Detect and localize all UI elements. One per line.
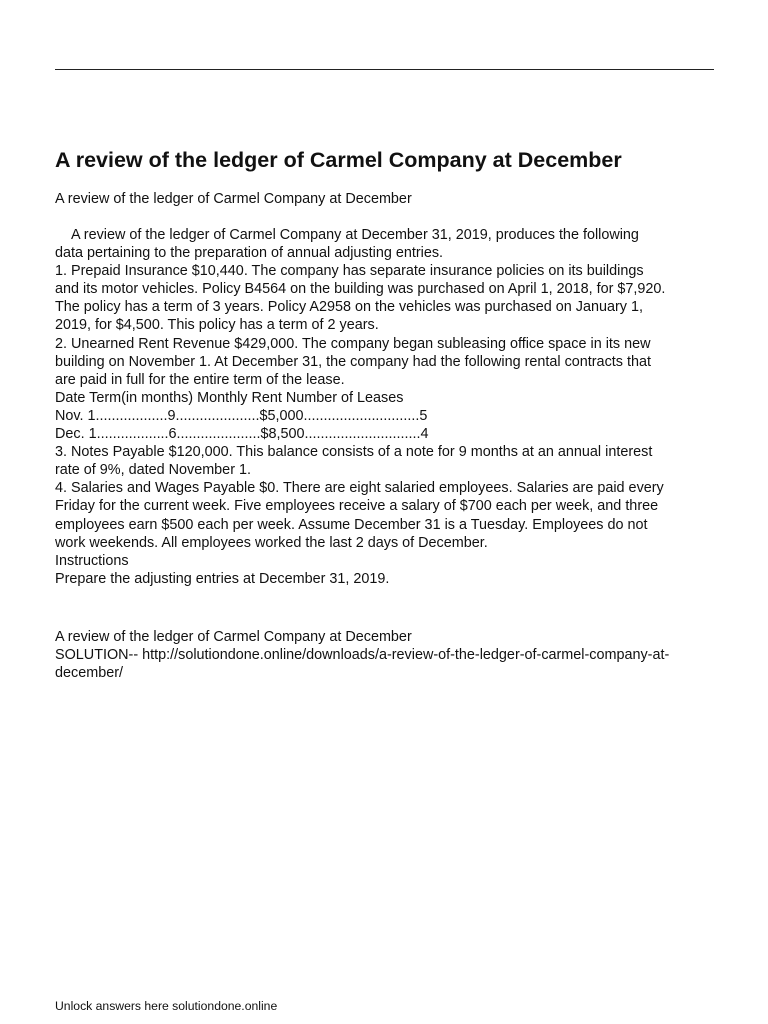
body-line: and its motor vehicles. Policy B4564 on the building was purchased on April 1, 2018, for $7,920. [55, 281, 666, 298]
body-line: 2. Unearned Rent Revenue $429,000. The company began subleasing office space in its new [55, 335, 651, 352]
body-line: 1. Prepaid Insurance $10,440. The company has separate insurance policies on its buildings [55, 263, 644, 280]
document-body [55, 226, 720, 588]
body-line: work weekends. All employees worked the last 2 days of December. [55, 534, 488, 551]
instructions-text: Prepare the adjusting entries at December 31, 2019. [55, 570, 390, 587]
instructions-heading: Instructions [55, 552, 129, 569]
body-line: data pertaining to the preparation of annual adjusting entries. [55, 245, 444, 262]
solution-title: A review of the ledger of Carmel Company at December [55, 629, 412, 645]
lease-row: Dec. 1..................6.....................$8,500.............................4 [55, 426, 429, 443]
lease-table-header: Date Term(in months) Monthly Rent Number of Leases [55, 389, 404, 406]
body-line: building on November 1. At December 31, the company had the following rental contracts that [55, 353, 651, 370]
body-line: The policy has a term of 3 years. Policy A2958 on the vehicles was purchased on January 1, [55, 299, 643, 316]
solution-link[interactable]: SOLUTION-- http://solutiondone.online/downloads/a-review-of-the-ledger-of-carmel-company-at- [55, 647, 670, 664]
body-line: 2019, for $4,500. This policy has a term of 2 years. [55, 317, 379, 334]
document-subtitle: A review of the ledger of Carmel Company at December [55, 191, 412, 207]
body-line: A review of the ledger of Carmel Company at December 31, 2019, produces the following [71, 227, 639, 243]
body-line: are paid in full for the entire term of the lease. [55, 371, 345, 388]
body-line: 4. Salaries and Wages Payable $0. There are eight salaried employees. Salaries are paid every [55, 480, 664, 497]
page-title: A review of the ledger of Carmel Company at December [55, 148, 622, 172]
lease-row: Nov. 1..................9.....................$5,000.............................5 [55, 407, 428, 424]
body-line: Friday for the current week. Five employees receive a salary of $700 each per week, and three [55, 498, 659, 515]
top-divider [55, 69, 714, 70]
body-line: 3. Notes Payable $120,000. This balance consists of a note for 9 months at an annual interest [55, 444, 653, 461]
solution-link-continued[interactable]: december/ [55, 665, 123, 682]
body-line: rate of 9%, dated November 1. [55, 462, 251, 479]
solution-block [55, 628, 720, 682]
body-line: employees earn $500 each per week. Assume December 31 is a Tuesday. Employees do not [55, 516, 648, 533]
unlock-answers-note: Unlock answers here solutiondone.online [55, 999, 278, 1013]
